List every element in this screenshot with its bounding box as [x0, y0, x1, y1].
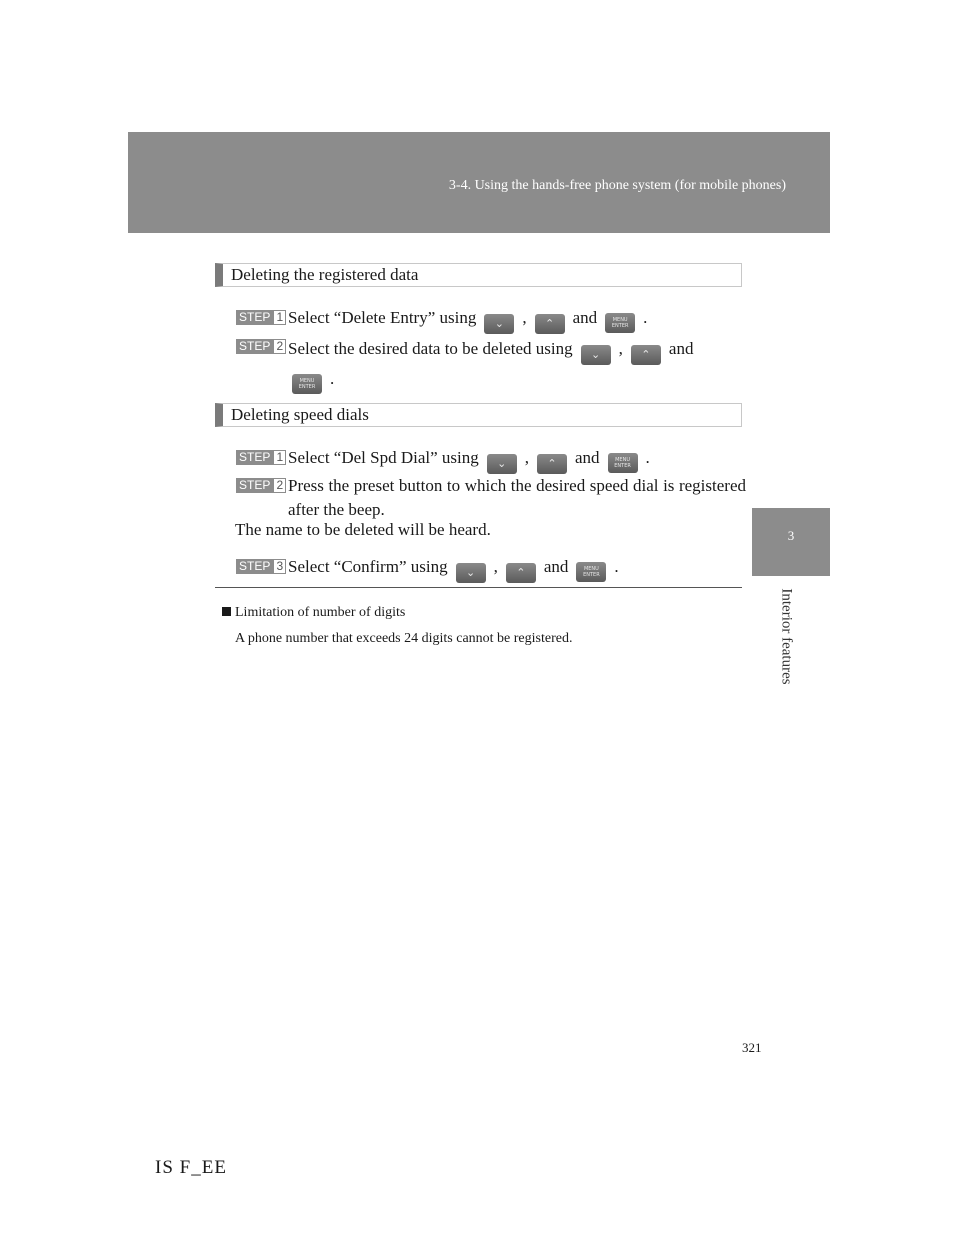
section-title: Deleting speed dials	[231, 405, 369, 424]
step-badge	[236, 339, 286, 354]
menu-label: MENU	[615, 457, 630, 463]
step-badge	[236, 478, 286, 493]
footer-id: IS F_EE	[155, 1157, 227, 1178]
step-label: STEP	[236, 478, 273, 493]
up-button-icon: ⌃	[535, 314, 565, 334]
step-label: STEP	[236, 310, 273, 325]
step-number: 2	[273, 339, 286, 354]
menu-enter-button-icon	[576, 562, 606, 582]
conjunction: and	[543, 557, 569, 576]
info-line: The name to be deleted will be heard.	[235, 520, 491, 539]
down-button-icon: ⌄	[487, 454, 517, 474]
menu-enter-button-icon	[608, 453, 638, 473]
separator: ,	[618, 339, 623, 358]
enter-label: ENTER	[614, 463, 631, 469]
up-button-icon: ⌃	[631, 345, 661, 365]
chapter-tab	[752, 508, 830, 576]
step-row	[236, 306, 746, 330]
header-band	[128, 132, 830, 233]
step-label: STEP	[236, 450, 273, 465]
step-label: STEP	[236, 559, 273, 574]
conjunction: and	[572, 308, 598, 327]
note-title: Limitation of number of digits	[235, 605, 406, 620]
end-punct: .	[643, 308, 648, 327]
step-number: 3	[273, 559, 286, 574]
note-text: A phone number that exceeds 24 digits cannot be registered.	[235, 631, 573, 646]
step-badge	[236, 310, 286, 325]
step-text	[288, 446, 746, 474]
step-text: Press the preset button to which the desired speed dial is registered after the beep.	[288, 476, 746, 519]
separator: ,	[522, 308, 527, 327]
enter-label: ENTER	[583, 572, 600, 578]
step-instruction: Select “Confirm” using	[288, 557, 448, 576]
page-number: 321	[742, 1040, 762, 1055]
step-row	[236, 335, 746, 390]
step-row	[236, 555, 746, 579]
separator: ,	[493, 557, 498, 576]
bullet-square-icon	[222, 607, 231, 616]
chapter-label: Interior features	[778, 588, 795, 685]
conjunction: and	[575, 448, 600, 467]
step-row	[236, 446, 746, 470]
section-heading-deleting-registered-data	[215, 263, 742, 287]
conjunction: and	[668, 339, 694, 358]
enter-label: ENTER	[298, 384, 316, 390]
end-punct: .	[645, 448, 650, 467]
step-text	[288, 555, 746, 583]
up-button-icon: ⌃	[506, 563, 536, 583]
step-number: 2	[273, 478, 286, 493]
menu-enter-button-icon	[605, 313, 635, 333]
step-instruction: Select the desired data to be deleted using	[288, 339, 573, 358]
step-instruction: Select “Del Spd Dial” using	[288, 448, 479, 467]
end-punct: .	[330, 369, 335, 388]
menu-label: MENU	[583, 566, 599, 572]
down-button-icon: ⌄	[581, 345, 611, 365]
step-text	[288, 335, 746, 394]
step-number: 1	[273, 450, 286, 465]
step-text	[288, 306, 746, 334]
header-title: 3-4. Using the hands-free phone system (for mobile phones)	[448, 178, 786, 193]
step-instruction: Select “Delete Entry” using	[288, 308, 477, 327]
chapter-label-container	[776, 580, 796, 700]
note-heading	[222, 605, 405, 621]
step-badge	[236, 559, 286, 574]
end-punct: .	[614, 557, 619, 576]
separator: ,	[524, 448, 529, 467]
section-heading-deleting-speed-dials	[215, 403, 742, 427]
menu-label: MENU	[612, 317, 628, 323]
enter-label: ENTER	[611, 323, 629, 329]
menu-enter-button-icon	[292, 374, 322, 394]
menu-label: MENU	[299, 378, 315, 384]
step-number: 1	[273, 310, 286, 325]
step-badge	[236, 450, 286, 465]
step-label: STEP	[236, 339, 273, 354]
section-title: Deleting the registered data	[231, 265, 419, 284]
down-button-icon: ⌄	[484, 314, 514, 334]
step-row	[236, 474, 746, 524]
divider	[215, 587, 742, 588]
up-button-icon: ⌃	[537, 454, 567, 474]
down-button-icon: ⌄	[456, 563, 486, 583]
chapter-number: 3	[787, 528, 795, 543]
